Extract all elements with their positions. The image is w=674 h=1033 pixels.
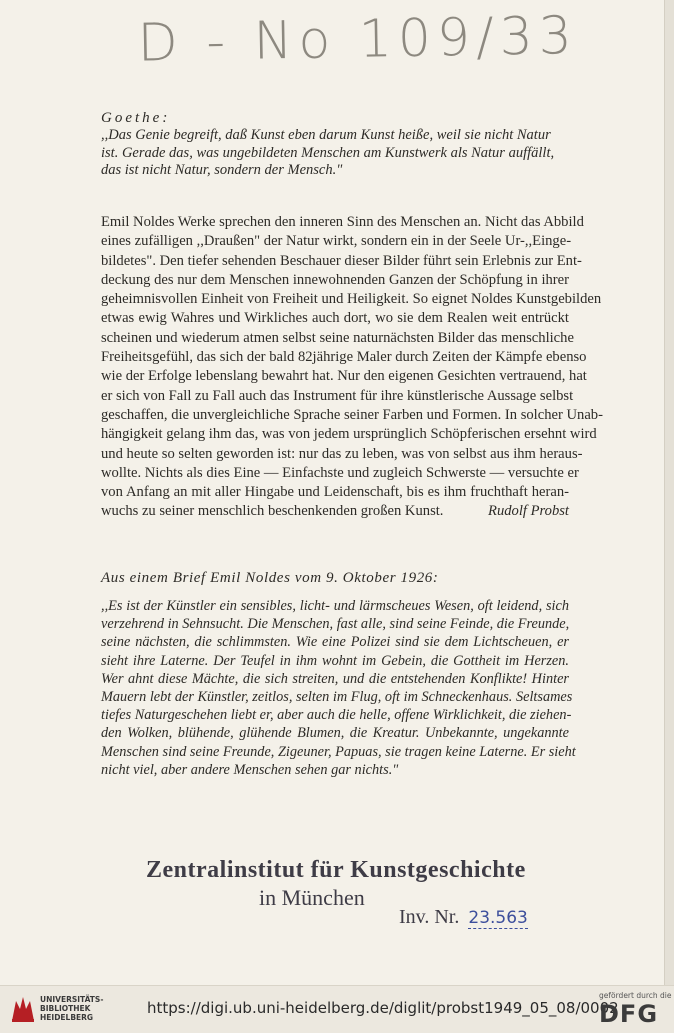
essay-line: hängigkeit gelang ihm das, was von jedem ursprünglich Schöpferischen ersehnt wird	[101, 426, 597, 443]
letter-line: Wer ahnt diese Mächte, die sich streiten, und die entstehenden Konflikte! Hinter	[101, 670, 569, 687]
library-name-line: HEIDELBERG	[40, 1013, 94, 1022]
essay-line: geschaffen, die unvergleichliche Sprache seiner Farben und Formen. In solcher Unab-	[101, 406, 603, 423]
dfg-logo[interactable]: DFG	[599, 1000, 659, 1028]
essay-paragraph	[101, 213, 603, 522]
essay-line: etwas ewig Wahres und Wirkliches auch dort, wo sie dem Realen weit entrückt	[101, 310, 569, 327]
letter-line: seine nächsten, die schlimmsten. Wie eine Polizei sind sie dem Lichtscheuen, er	[101, 634, 569, 651]
essay-line: wie der Erfolge lebenslang bewahrt hat. Nur den eigenen Gesichten vertrauend, hat	[101, 368, 587, 385]
library-name	[40, 995, 103, 1022]
inventory-value: 23.563	[468, 908, 528, 928]
institute-stamp: Zentralinstitut für Kunstgeschichte	[146, 857, 526, 883]
essay-line: deckung des nur dem Menschen innewohnenden Ganzen der Schöpfung in ihrer	[101, 271, 569, 288]
library-name-line: BIBLIOTHEK	[40, 1004, 91, 1013]
quote-line: das ist nicht Natur, sondern der Mensch."	[101, 162, 343, 178]
essay-line: und heute so selten geworden ist: nur das zu leben, was von selbst aus ihm heraus-	[101, 445, 583, 462]
letter-line: Menschen sind seine Freunde, Zigeuner, Papuas, sie tragen keine Laterne. Er sieht	[101, 743, 576, 760]
heidelberg-lion-icon[interactable]	[8, 993, 38, 1025]
quote-line: ist. Gerade das, was ungebildeten Menschen am Kunstwerk als Natur auffällt,	[101, 144, 555, 161]
essay-line: geheimnisvollen Einheit von Freiheit und Heiligkeit. So eignet Noldes Kunstgebilden	[101, 291, 602, 308]
permalink-url[interactable]: https://digi.ub.uni-heidelberg.de/diglit/probst1949_05_08/0002	[147, 999, 619, 1017]
quote-line: ,,Das Genie begreift, daß Kunst eben darum Kunst heiße, weil sie nicht Natur	[101, 127, 551, 143]
goethe-heading: Goethe:	[101, 110, 171, 126]
essay-line: wollte. Nichts als dies Eine — Einfachste und zugleich Schwerste — versuchte er	[101, 464, 579, 481]
institute-stamp-city: in München	[259, 885, 365, 910]
funding-label: gefördert durch die	[599, 991, 672, 1000]
letter-heading: Aus einem Brief Emil Noldes vom 9. Oktober 1926:	[101, 570, 439, 586]
essay-line: wuchs zu seiner menschlich beschenkenden großen Kunst.	[101, 503, 444, 520]
letter-quote	[101, 597, 576, 779]
letter-line: Mauern lebt der Künstler, zeitlos, selten im Flug, oft im Schneckenhaus. Seltsames	[101, 689, 573, 706]
essay-line: bildetes". Den tiefer sehenden Beschauer dieser Bilder führt sein Erlebnis zur Ent-	[101, 252, 582, 269]
essay-author: Rudolf Probst	[488, 503, 569, 520]
essay-line: er sich von Fall zu Fall auch das Instrument für ihre künstlerische Aussage selbst	[101, 387, 574, 404]
essay-line: von Anfang an mit aller Hingabe und Leidenschaft, bis es ihm fruchthaft heran-	[101, 484, 569, 501]
letter-line: verzehrend in Sehnsucht. Die Menschen, fast alle, sind seine Feinde, die Freunde,	[101, 616, 570, 633]
letter-line: tiefes Naturgeschehen liebt er, aber auch die helle, offene Wirklichkeit, die ziehen-	[101, 707, 572, 724]
library-name-line: UNIVERSITÄTS-	[40, 995, 104, 1004]
essay-line: Freiheitsgefühl, das sich der bald 82jährige Maler durch Zeiten der Kämpfe ebenso	[101, 349, 587, 366]
goethe-quote	[101, 127, 569, 180]
inventory-label: Inv. Nr.	[399, 906, 460, 928]
essay-line: scheinen und wiederum atmen selbst seine naturnächsten Bilder das menschliche	[101, 329, 574, 346]
viewer-footer	[0, 985, 674, 1033]
handwritten-note: D - No 109/33	[137, 5, 579, 74]
essay-line: Emil Noldes Werke sprechen den inneren Sinn des Menschen an. Nicht das Abbild	[101, 214, 584, 230]
page-edge	[664, 0, 674, 985]
inventory-number	[399, 906, 528, 929]
letter-line: den Wolken, blühende, glühende Blumen, die Kreatur. Unbekannte, ungekannte	[101, 725, 569, 742]
essay-last-line	[101, 502, 569, 521]
essay-line: eines zufälligen ,,Draußen" der Natur wirkt, sondern ein in der Seele Ur-,,Einge-	[101, 233, 572, 250]
letter-line: sieht ihre Laterne. Der Teufel in ihm wohnt im Gebein, die Gottheit im Herzen.	[101, 652, 569, 669]
letter-line: nicht viel, aber andere Menschen sehen gar nichts."	[101, 761, 399, 778]
letter-line: ,,Es ist der Künstler ein sensibles, licht- und lärmscheues Wesen, oft leidend, sich	[101, 598, 569, 614]
